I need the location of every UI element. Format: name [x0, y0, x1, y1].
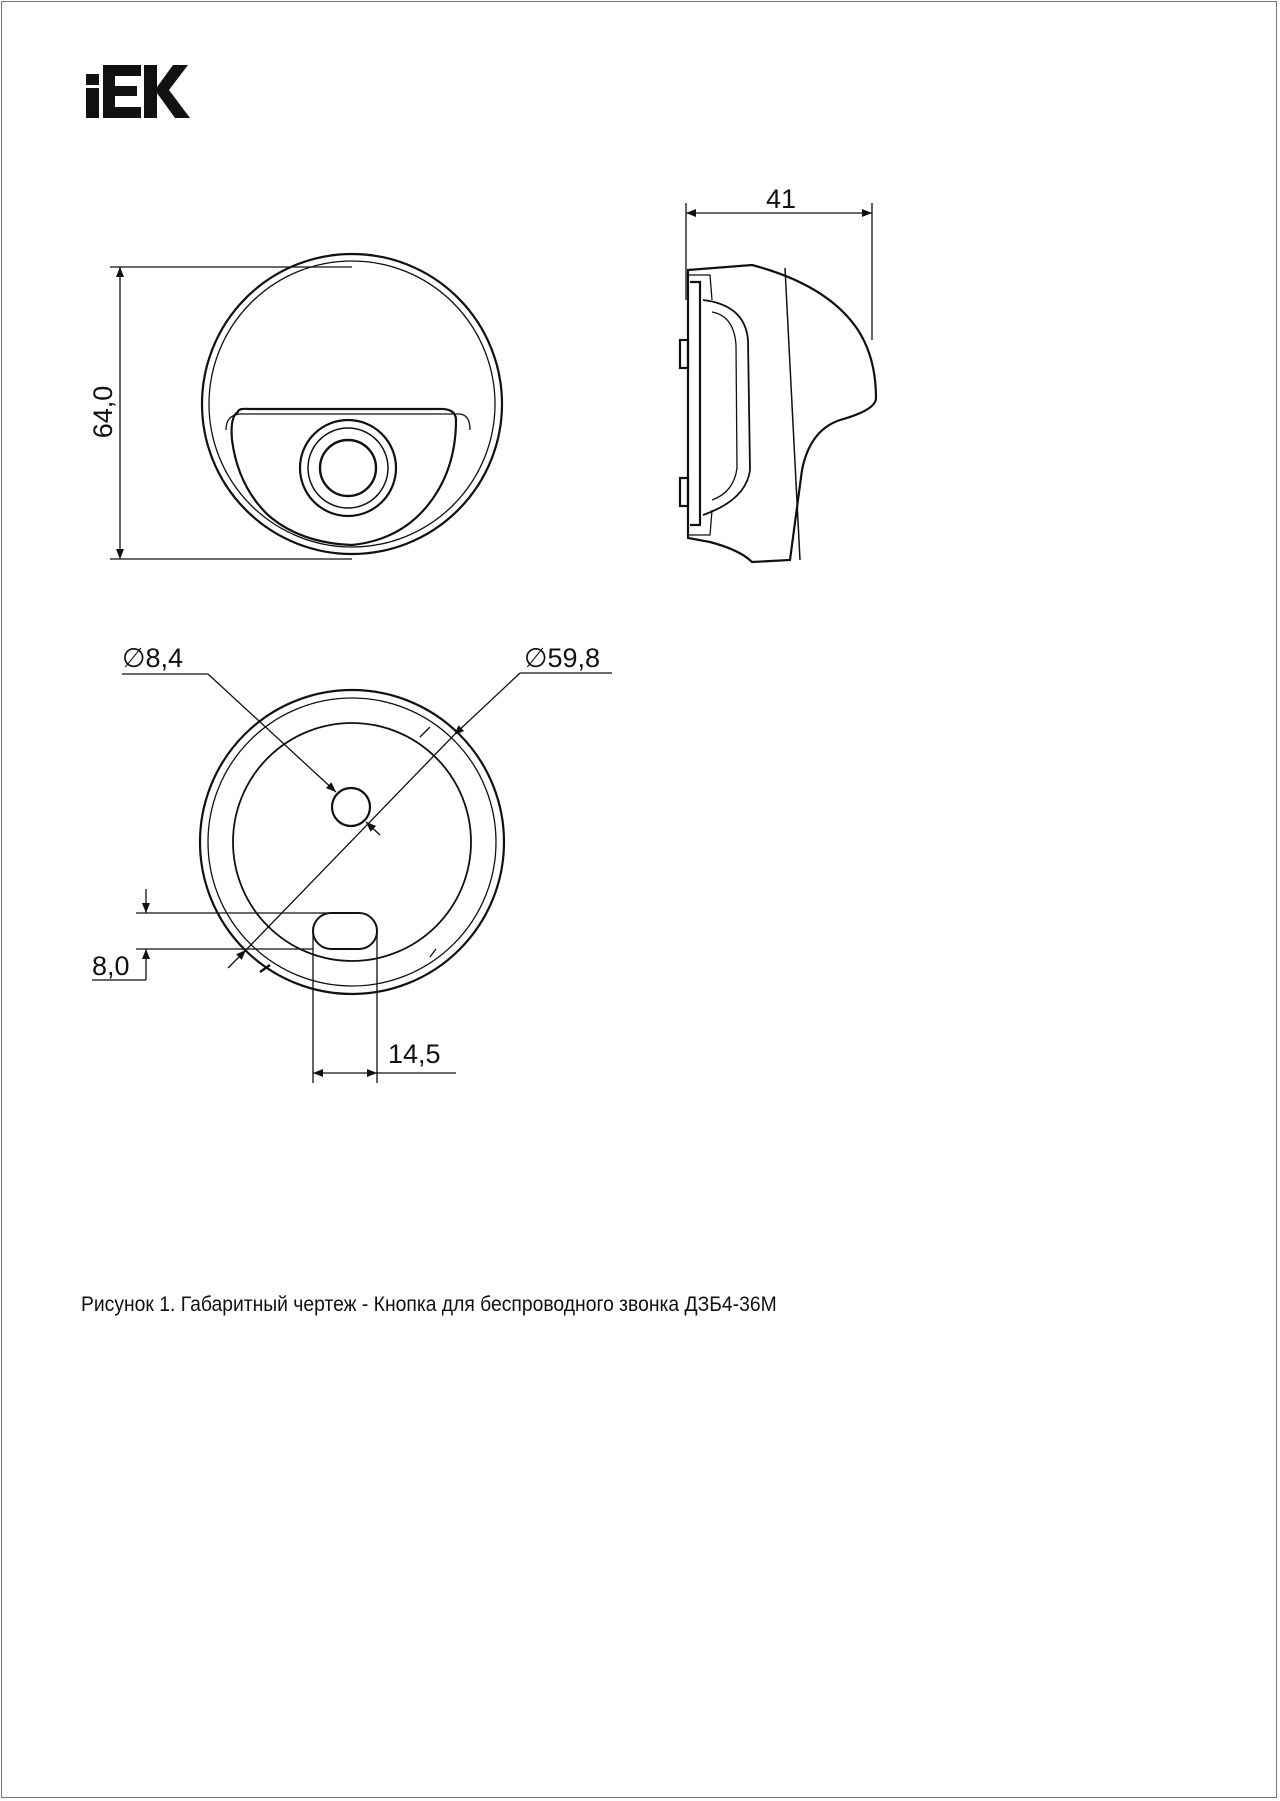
height-label: 64,0 — [88, 385, 118, 439]
mounting-hole — [332, 788, 370, 826]
slot-height-label: 8,0 — [92, 951, 130, 981]
hole-diameter-label: ∅8,4 — [122, 643, 184, 673]
depth-dimension — [686, 203, 872, 340]
back-dimensions — [92, 673, 612, 1083]
figure-caption: Рисунок 1. Габаритный чертеж - Кнопка для беспроводного звонка ДЗБ4-36М — [81, 1293, 777, 1316]
front-view — [202, 254, 502, 554]
iek-logo — [86, 65, 190, 118]
body-diameter-label: ∅59,8 — [524, 643, 601, 673]
depth-label: 41 — [765, 184, 797, 214]
height-dimension — [110, 267, 352, 559]
side-view — [680, 265, 876, 562]
slot — [313, 913, 377, 949]
slot-width-label: 14,5 — [388, 1039, 441, 1069]
